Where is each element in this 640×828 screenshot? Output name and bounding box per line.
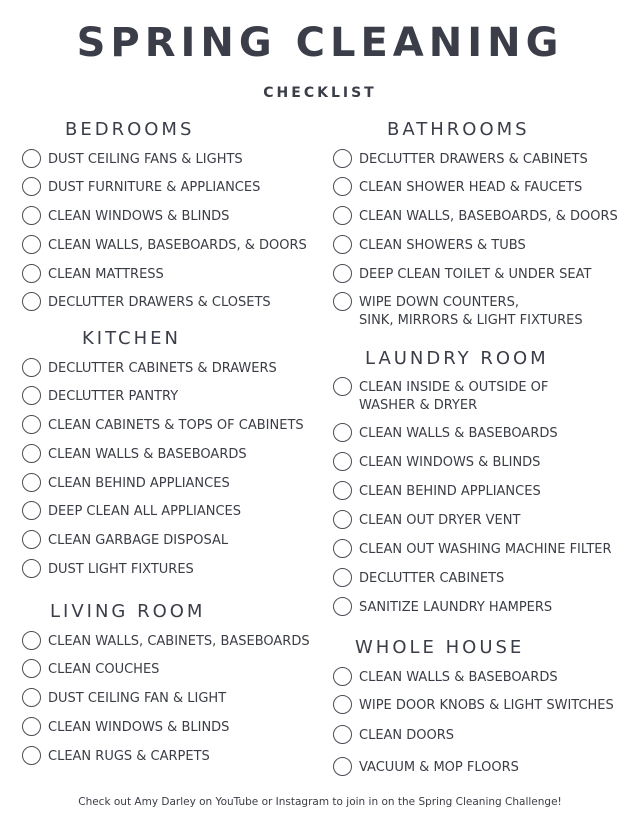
- checklist-item[interactable]: [333, 151, 588, 169]
- checklist-item[interactable]: [333, 541, 612, 559]
- checklist-item-label: CLEAN WALLS & BASEBOARDS: [359, 426, 558, 441]
- checklist-item-label: CLEAN INSIDE & OUTSIDE OF WASHER & DRYER: [359, 380, 549, 413]
- checkbox-circle[interactable]: [333, 177, 352, 196]
- footer-note: Check out Amy Darley on YouTube or Instagram to join in on the Spring Cleaning Challenge!: [78, 796, 562, 808]
- checklist-item-label: DECLUTTER PANTRY: [48, 389, 179, 404]
- checklist-item-label: CLEAN BEHIND APPLIANCES: [359, 484, 541, 499]
- checklist-item[interactable]: [22, 208, 229, 226]
- checklist-item[interactable]: [333, 483, 541, 501]
- page-subtitle: CHECKLIST: [263, 85, 377, 101]
- checkbox-circle[interactable]: [22, 659, 41, 678]
- checklist-item-label: CLEAN WINDOWS & BLINDS: [48, 209, 230, 224]
- checklist-item-label: CLEAN MATTRESS: [48, 267, 164, 282]
- checklist-item[interactable]: [22, 561, 194, 579]
- checkbox-circle[interactable]: [333, 510, 352, 529]
- checklist-item-label: DECLUTTER CABINETS & DRAWERS: [48, 361, 277, 376]
- checklist-item[interactable]: [22, 294, 271, 312]
- checkbox-circle[interactable]: [22, 149, 41, 168]
- checklist-item-label: DUST CEILING FANS & LIGHTS: [48, 152, 243, 167]
- checklist-item[interactable]: [333, 727, 454, 745]
- section-heading-bathrooms: BATHROOMS: [387, 119, 530, 140]
- checkbox-circle[interactable]: [333, 149, 352, 168]
- checklist-item[interactable]: [22, 503, 241, 521]
- checklist-item-label: SANITIZE LAUNDRY HAMPERS: [359, 600, 553, 615]
- checklist-item[interactable]: [333, 454, 540, 472]
- checkbox-circle[interactable]: [333, 481, 352, 500]
- checkbox-circle[interactable]: [22, 358, 41, 377]
- checklist-item[interactable]: [333, 179, 582, 197]
- checkbox-circle[interactable]: [22, 631, 41, 650]
- checklist-item-label: WIPE DOOR KNOBS & LIGHT SWITCHES: [359, 698, 614, 713]
- checklist-item-label: DUST LIGHT FIXTURES: [48, 562, 194, 577]
- checklist-item[interactable]: [22, 719, 229, 737]
- checkbox-circle[interactable]: [333, 264, 352, 283]
- checklist-item[interactable]: [22, 237, 307, 255]
- checkbox-circle[interactable]: [333, 377, 352, 396]
- section-heading-laundry-room: LAUNDRY ROOM: [365, 348, 549, 369]
- checklist-item-label: CLEAN BEHIND APPLIANCES: [48, 476, 230, 491]
- checklist-item-label: DEEP CLEAN TOILET & UNDER SEAT: [359, 267, 592, 282]
- checkbox-circle[interactable]: [333, 539, 352, 558]
- checklist-item-label: WIPE DOWN COUNTERS, SINK, MIRRORS & LIGHT FIXTURES: [359, 295, 583, 328]
- checklist-item-label: CLEAN WALLS & BASEBOARDS: [359, 670, 558, 685]
- checklist-item[interactable]: [22, 446, 247, 464]
- checkbox-circle[interactable]: [333, 235, 352, 254]
- checklist-item-label: VACUUM & MOP FLOORS: [359, 760, 519, 775]
- checklist-item[interactable]: [22, 417, 304, 435]
- checkbox-circle[interactable]: [22, 559, 41, 578]
- checklist-item-label: DUST FURNITURE & APPLIANCES: [48, 180, 261, 195]
- checklist-item[interactable]: [22, 151, 243, 169]
- checkbox-circle[interactable]: [333, 206, 352, 225]
- checklist-item-label: CLEAN WINDOWS & BLINDS: [359, 455, 541, 470]
- checklist-item[interactable]: [22, 748, 210, 766]
- checklist-item[interactable]: [333, 237, 526, 255]
- checklist-item[interactable]: [333, 294, 583, 330]
- checklist-item[interactable]: [22, 179, 260, 197]
- checklist-item-label: DUST CEILING FAN & LIGHT: [48, 691, 227, 706]
- section-heading-whole-house: WHOLE HOUSE: [355, 637, 525, 658]
- checklist-item[interactable]: [333, 512, 520, 530]
- checkbox-circle[interactable]: [22, 415, 41, 434]
- checkbox-circle[interactable]: [22, 688, 41, 707]
- checklist-item[interactable]: [22, 388, 178, 406]
- section-heading-living-room: LIVING ROOM: [50, 601, 206, 622]
- checkbox-circle[interactable]: [22, 473, 41, 492]
- checklist-item-label: DECLUTTER CABINETS: [359, 571, 505, 586]
- section-heading-bedrooms: BEDROOMS: [65, 119, 195, 140]
- checkbox-circle[interactable]: [22, 264, 41, 283]
- checklist-item-label: DECLUTTER DRAWERS & CLOSETS: [48, 295, 271, 310]
- checklist-item[interactable]: [333, 669, 558, 687]
- checklist-item-label: CLEAN WINDOWS & BLINDS: [48, 720, 230, 735]
- checkbox-circle[interactable]: [22, 530, 41, 549]
- checklist-item[interactable]: [22, 661, 159, 679]
- checklist-item[interactable]: [333, 599, 552, 617]
- checkbox-circle[interactable]: [22, 292, 41, 311]
- checkbox-circle[interactable]: [333, 667, 352, 686]
- checklist-item-label: CLEAN WALLS, BASEBOARDS, & DOORS: [359, 209, 618, 224]
- checklist-item-label: CLEAN GARBAGE DISPOSAL: [48, 533, 229, 548]
- checklist-item-label: CLEAN RUGS & CARPETS: [48, 749, 210, 764]
- checkbox-circle[interactable]: [22, 501, 41, 520]
- checklist-item-label: CLEAN COUCHES: [48, 662, 160, 677]
- checklist-item-label: CLEAN WALLS, BASEBOARDS, & DOORS: [48, 238, 307, 253]
- checklist-item-label: CLEAN CABINETS & TOPS OF CABINETS: [48, 418, 304, 433]
- checklist-item[interactable]: [22, 633, 310, 651]
- checkbox-circle[interactable]: [333, 423, 352, 442]
- checklist-item[interactable]: [333, 208, 618, 226]
- checklist-item[interactable]: [22, 690, 226, 708]
- checkbox-circle[interactable]: [22, 235, 41, 254]
- checklist-item[interactable]: [22, 475, 230, 493]
- checklist-item[interactable]: [333, 697, 614, 715]
- checklist-item-label: CLEAN WALLS, CABINETS, BASEBOARDS: [48, 634, 310, 649]
- checkbox-circle[interactable]: [333, 725, 352, 744]
- checklist-item[interactable]: [333, 570, 504, 588]
- page-title: SPRING CLEANING: [76, 20, 564, 66]
- checklist-item-label: CLEAN SHOWERS & TUBS: [359, 238, 526, 253]
- checklist-item[interactable]: [333, 266, 591, 284]
- checklist-item[interactable]: [22, 532, 228, 550]
- checklist-item[interactable]: [333, 425, 558, 443]
- checkbox-circle[interactable]: [333, 568, 352, 587]
- checkbox-circle[interactable]: [22, 746, 41, 765]
- checkbox-circle[interactable]: [333, 757, 352, 776]
- checkbox-circle[interactable]: [22, 444, 41, 463]
- checklist-item[interactable]: [22, 266, 164, 284]
- checklist-item-label: CLEAN OUT DRYER VENT: [359, 513, 521, 528]
- checklist-item-label: CLEAN DOORS: [359, 728, 455, 743]
- checkbox-circle[interactable]: [22, 717, 41, 736]
- checkbox-circle[interactable]: [333, 292, 352, 311]
- checklist-item[interactable]: [333, 759, 519, 777]
- checkbox-circle[interactable]: [333, 452, 352, 471]
- section-heading-kitchen: KITCHEN: [82, 328, 181, 349]
- checklist-item-label: DEEP CLEAN ALL APPLIANCES: [48, 504, 242, 519]
- checkbox-circle[interactable]: [333, 695, 352, 714]
- checkbox-circle[interactable]: [22, 386, 41, 405]
- checklist-item-label: DECLUTTER DRAWERS & CABINETS: [359, 152, 588, 167]
- checkbox-circle[interactable]: [22, 177, 41, 196]
- checklist-item[interactable]: [333, 379, 548, 415]
- checkbox-circle[interactable]: [333, 597, 352, 616]
- checklist-item-label: CLEAN OUT WASHING MACHINE FILTER: [359, 542, 612, 557]
- checklist-item[interactable]: [22, 360, 277, 378]
- checkbox-circle[interactable]: [22, 206, 41, 225]
- checklist-item-label: CLEAN SHOWER HEAD & FAUCETS: [359, 180, 583, 195]
- checklist-item-label: CLEAN WALLS & BASEBOARDS: [48, 447, 247, 462]
